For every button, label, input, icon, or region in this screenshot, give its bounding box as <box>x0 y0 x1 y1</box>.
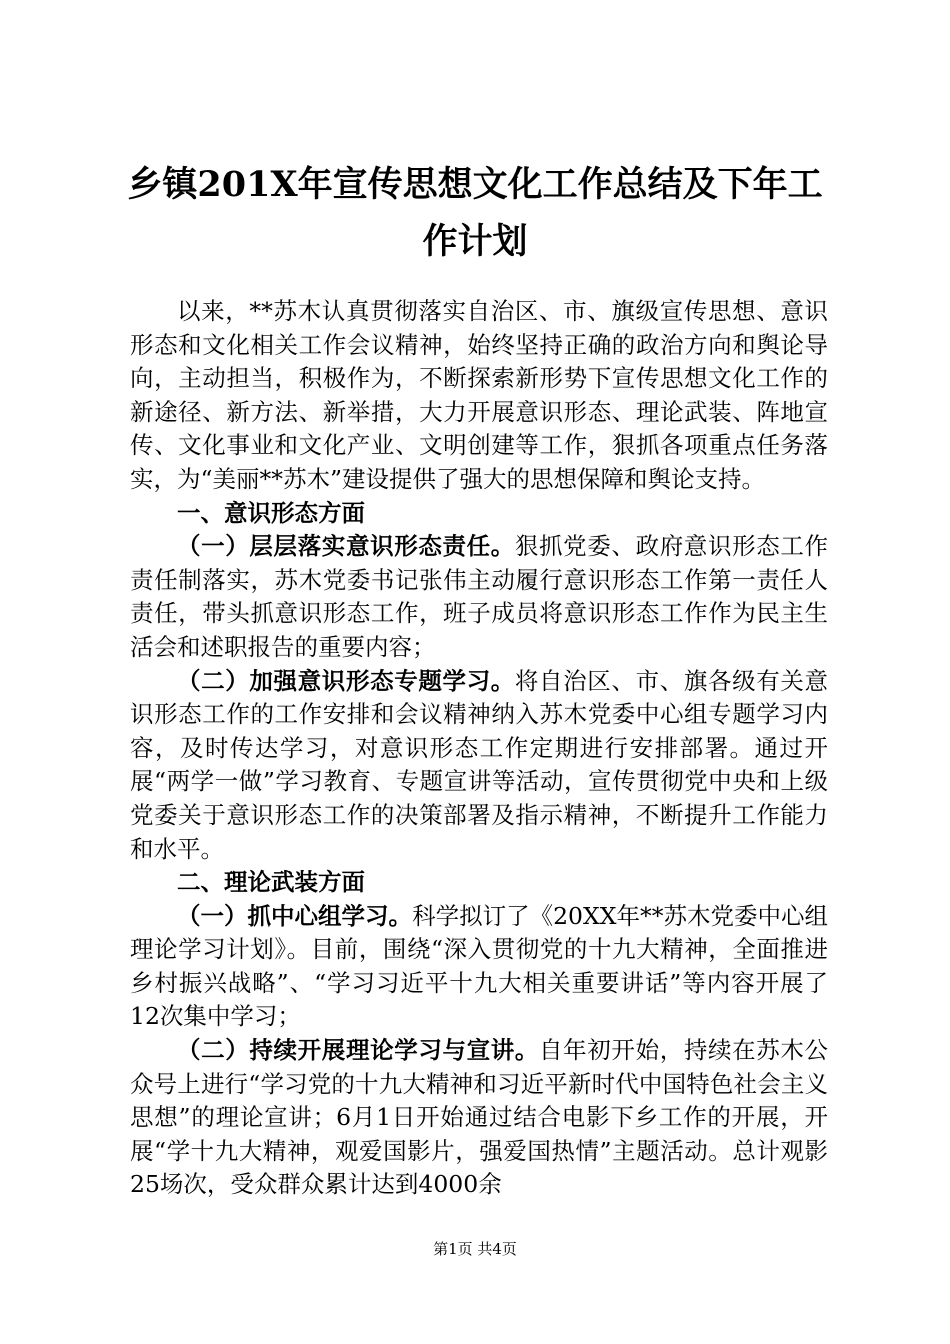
section-heading-ideology: 一、意识形态方面 <box>177 498 365 527</box>
intro-paragraph: 以来，**苏木认真贯彻落实自治区、市、旗级宣传思想、意识形态和文化相关工作会议精神，始终坚持正确的政治方向和舆论导向，主动担当，积极作为，不断探索新形势下宣传思想文化工作的新途径、新方法、新举措，大力开展意识形态、理论武装、阵地宣传、文化事业和文化产业、文明创建等工作，狠抓各项重点任务落实，为“美丽**苏木”建设提供了强大的思想保障和舆论支持。 <box>130 297 828 493</box>
document-title-line-2: 作计划 <box>422 221 528 262</box>
item-lead: （二）加强意识形态专题学习。 <box>177 666 515 695</box>
item-lead: （一）层层落实意识形态责任。 <box>177 532 515 561</box>
item-text: 将自治区、市、旗各级有关意识形态工作的工作安排和会议精神纳入苏木党委中心组专题学习内容，及时传达学习，对意识形态工作定期进行安排部署。通过开展“两学一做”学习教育、专题宣讲等活动，宣传贯彻党中央和上级党委关于意识形态工作的决策部署及指示精神，不断提升工作能力和水平。 <box>130 666 829 863</box>
document-body <box>130 295 828 1202</box>
document-title-line-1: 乡镇201X年宣传思想文化工作总结及下年工 <box>127 164 823 205</box>
item-lead: （一）抓中心组学习。 <box>177 901 413 930</box>
item-text: 自年初开始，持续在苏木公众号上进行“学习党的十九大精神和习近平新时代中国特色社会主义思想”的理论宣讲；6月1日开始通过结合电影下乡工作的开展，开展“学十九大精神，观爱国影片，强爱国热情”主题活动。总计观影25场次，受众群众累计达到4000余 <box>130 1036 829 1199</box>
item-text: 科学拟订了《20XX年**苏木党委中心组理论学习计划》。目前，围绕“深入贯彻党的十九大精神，全面推进乡村振兴战略”、“学习习近平十九大相关重要讲话”等内容开展了12次集中学习； <box>130 901 828 1031</box>
item-text: 狠抓党委、政府意识形态工作责任制落实，苏木党委书记张伟主动履行意识形态工作第一责任人责任，带头抓意识形态工作，班子成员将意识形态工作作为民主生活会和述职报告的重要内容； <box>130 532 829 661</box>
section-heading-theory: 二、理论武装方面 <box>177 868 365 897</box>
paragraph-ideology-responsibility <box>130 530 828 664</box>
item-lead: （二）持续开展理论学习与宣讲。 <box>177 1036 540 1065</box>
paragraph-theory-center-group <box>130 900 828 1034</box>
paragraph-ideology-study <box>130 665 828 867</box>
page-number-footer: 第1页 共4页 <box>433 1240 517 1258</box>
paragraph-theory-lectures <box>130 1034 828 1202</box>
